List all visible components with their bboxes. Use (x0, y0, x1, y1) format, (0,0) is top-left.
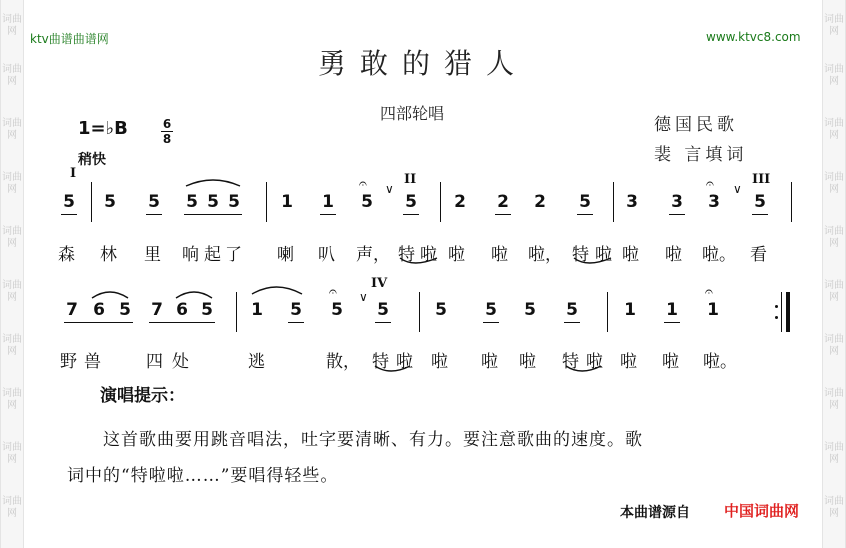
lyric-char: 啦 (620, 352, 637, 372)
note: 5 (579, 192, 591, 212)
note: 1 (707, 300, 719, 320)
lyric-char: 散， (326, 352, 360, 372)
note: 3 (708, 192, 720, 212)
fermata-mark: 𝄐 (706, 176, 714, 192)
lyric-char: 四 (146, 352, 163, 372)
watermark-text: 词曲网 (2, 14, 22, 37)
lyric-char: 啦 (519, 352, 536, 372)
part-marker-3: III (752, 172, 771, 187)
lyric-char: 看 (750, 245, 767, 265)
lyric-char: 啦 (586, 352, 603, 372)
lyric-char: 野 (60, 352, 77, 372)
lyric-char: 啦 (420, 245, 437, 265)
note: 7 (66, 300, 78, 320)
watermark-text: 词曲网 (824, 442, 844, 465)
lyric-char: 特 (398, 245, 415, 265)
source-site-link[interactable]: 中国词曲网 (724, 502, 800, 520)
lyric-char: 喇 (277, 245, 294, 265)
watermark-text: 词曲网 (824, 64, 844, 87)
watermark-text: 词曲网 (824, 496, 844, 519)
note: 1 (666, 300, 678, 320)
note: 5 (331, 300, 343, 320)
note: 5 (119, 300, 131, 320)
hints-title: 演唱提示： (100, 386, 185, 406)
watermark-text: 词曲网 (824, 14, 844, 37)
watermark-text: 词曲网 (824, 118, 844, 141)
fermata-mark: 𝄐 (705, 284, 713, 300)
note: 5 (207, 192, 219, 212)
source-label: 本曲谱源自 (620, 505, 690, 521)
lyric-char: 啦。 (702, 245, 736, 265)
time-signature-top: 6 (162, 117, 172, 131)
note: 5 (405, 192, 417, 212)
key-signature: 1=♭B (78, 118, 128, 139)
part-marker-2: II (404, 172, 417, 187)
note: 2 (497, 192, 509, 212)
breath-mark: ∨ (359, 290, 368, 304)
note: 5 (754, 192, 766, 212)
lyric-char: 逃 (248, 352, 265, 372)
note: 5 (435, 300, 447, 320)
note: 5 (148, 192, 160, 212)
note: 5 (377, 300, 389, 320)
note: 6 (176, 300, 188, 320)
tempo-marking: 稍快 (78, 152, 106, 168)
note: 5 (228, 192, 240, 212)
fermata-mark: 𝄐 (329, 284, 337, 300)
lyric-char: 了 (225, 245, 242, 265)
lyric-char: 啦。 (703, 352, 737, 372)
lyric-char: 啦 (662, 352, 679, 372)
note: 1 (322, 192, 334, 212)
lyric-char: 啦， (528, 245, 562, 265)
lyric-char: 处 (172, 352, 189, 372)
note: 2 (534, 192, 546, 212)
note: 1 (624, 300, 636, 320)
credit-lyricist: 裴 言填词 (654, 145, 748, 165)
watermark-text: 词曲网 (824, 388, 844, 411)
lyric-char: 啦 (595, 245, 612, 265)
watermark-text: 词曲网 (824, 334, 844, 357)
lyric-char: 啦 (481, 352, 498, 372)
note: 6 (93, 300, 105, 320)
note: 5 (566, 300, 578, 320)
note: 3 (626, 192, 638, 212)
lyric-char: 特 (562, 352, 579, 372)
hints-line-1: 这首歌曲要用跳音唱法，吐字要清晰、有力。要注意歌曲的速度。歌 (103, 430, 643, 450)
watermark-text: 词曲网 (824, 280, 844, 303)
watermark-text: 词曲网 (2, 388, 22, 411)
watermark-text: 词曲网 (2, 64, 22, 87)
lyric-char: 特 (372, 352, 389, 372)
watermark-text: 词曲网 (2, 280, 22, 303)
lyric-char: 森 (58, 245, 75, 265)
part-marker-1: I (70, 166, 77, 181)
watermark-text: 词曲网 (2, 172, 22, 195)
breath-mark: ∨ (733, 182, 742, 196)
note: 5 (485, 300, 497, 320)
lyric-char: 声， (356, 245, 390, 265)
lyric-char: 叭 (318, 245, 335, 265)
note-slur (176, 292, 212, 298)
note: 5 (290, 300, 302, 320)
time-signature-bottom: 8 (162, 132, 172, 146)
credit-origin: 德国民歌 (654, 115, 738, 135)
site-url-right[interactable]: www.ktvc8.com (706, 30, 801, 44)
note: 1 (281, 192, 293, 212)
part-marker-4: IV (371, 276, 388, 291)
lyric-char: 啦 (665, 245, 682, 265)
watermark-text: 词曲网 (2, 334, 22, 357)
lyric-char: 啦 (448, 245, 465, 265)
lyric-char: 啦 (396, 352, 413, 372)
watermark-text: 词曲网 (824, 226, 844, 249)
note: 1 (251, 300, 263, 320)
note: 2 (454, 192, 466, 212)
note: 5 (63, 192, 75, 212)
watermark-text: 词曲网 (2, 442, 22, 465)
lyric-char: 响 (182, 245, 199, 265)
lyric-char: 啦 (431, 352, 448, 372)
lyric-char: 特 (572, 245, 589, 265)
lyric-char: 起 (204, 245, 221, 265)
lyric-char: 啦 (491, 245, 508, 265)
lyric-char: 里 (144, 245, 161, 265)
lyric-char: 林 (100, 245, 117, 265)
note-slur (92, 292, 128, 298)
song-subtitle: 四部轮唱 (380, 104, 445, 123)
note: 7 (151, 300, 163, 320)
lyric-char: 啦 (622, 245, 639, 265)
hints-line-2: 词中的“特啦啦……”要唱得轻些。 (67, 466, 339, 486)
watermark-text: 词曲网 (2, 226, 22, 249)
fermata-mark: 𝄐 (359, 176, 367, 192)
lyric-char: 兽 (84, 352, 101, 372)
watermark-text: 词曲网 (2, 118, 22, 141)
site-name-left[interactable]: ktv曲谱曲谱网 (30, 32, 109, 46)
note: 5 (524, 300, 536, 320)
note: 5 (201, 300, 213, 320)
note-slur (252, 287, 302, 294)
breath-mark: ∨ (385, 182, 394, 196)
song-title: 勇敢的猎人 (317, 47, 528, 80)
note: 3 (671, 192, 683, 212)
note: 5 (186, 192, 198, 212)
note: 5 (361, 192, 373, 212)
watermark-text: 词曲网 (2, 496, 22, 519)
note: 5 (104, 192, 116, 212)
watermark-text: 词曲网 (824, 172, 844, 195)
